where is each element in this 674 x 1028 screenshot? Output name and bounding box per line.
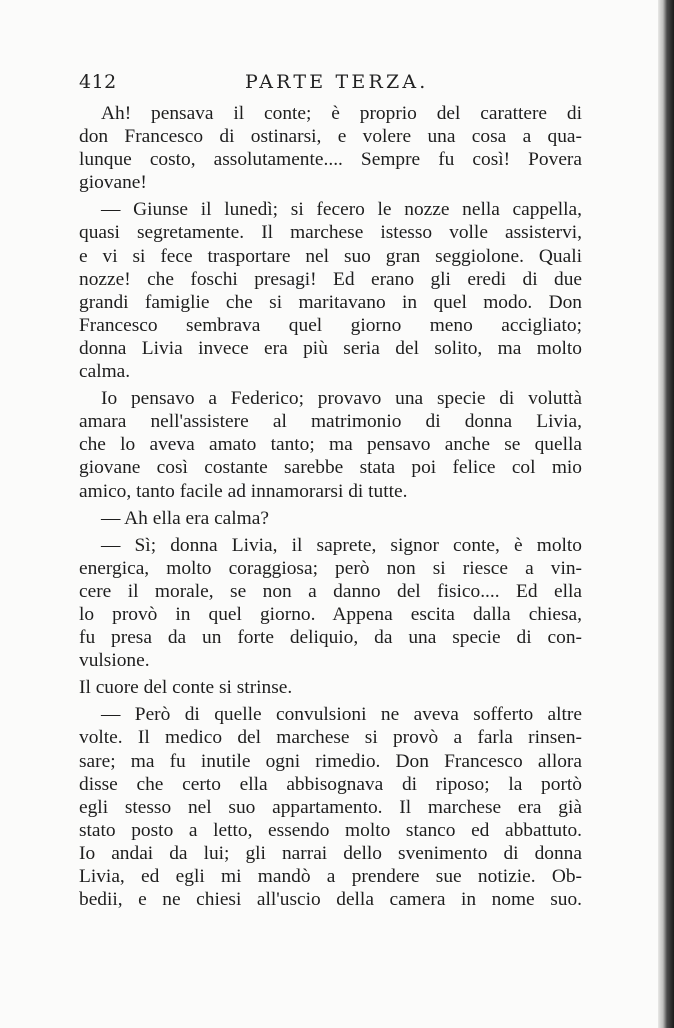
text-line: giovane così costante sarebbe stata poi felice col mio (79, 457, 582, 479)
text-line: nozze! che foschi presagi! Ed erano gli eredi di due (79, 268, 582, 290)
text-line: cere il morale, se non a danno del fisico.... Ed ella (79, 580, 582, 602)
text-line: — Giunse il lunedì; si fecero le nozze nella cappella, (101, 199, 582, 221)
text-line: bedii, e ne chiesi all'uscio della camera in nome suo. (79, 889, 582, 911)
text-line: disse che certo ella abbisognava di riposo; la portò (79, 773, 582, 795)
text-line: che lo aveva amato tanto; ma pensavo anche se quella (79, 434, 582, 456)
text-line: — Sì; donna Livia, il saprete, signor conte, è molto (101, 534, 582, 556)
text-line: e vi si fece trasportare nel suo gran seggiolone. Quali (79, 245, 582, 267)
page-header (79, 71, 582, 95)
text-line: Io andai da lui; gli narrai dello svenimento di donna (79, 842, 582, 864)
text-line: fu presa da un forte deliquio, da una specie di con- (79, 627, 582, 649)
text-line: giovane! (79, 172, 147, 194)
text-line: sare; ma fu inutile ogni rimedio. Don Francesco allora (79, 750, 582, 772)
text-line: don Francesco di ostinarsi, e volere una cosa a qua- (79, 126, 582, 148)
text-line: grandi famiglie che si maritavano in quel modo. Don (79, 291, 582, 313)
scan-edge (658, 0, 674, 1028)
text-line: amara nell'assistere al matrimonio di donna Livia, (79, 411, 582, 433)
text-line: stato posto a letto, essendo molto stanco ed abbattuto. (79, 819, 582, 841)
text-line: Io pensavo a Federico; provavo una specie di voluttà (101, 388, 582, 410)
text-line: energica, molto coraggiosa; però non si riesce a vin- (79, 557, 582, 579)
text-line: amico, tanto facile ad innamorarsi di tutte. (79, 480, 408, 502)
running-title: PARTE TERZA. (245, 71, 429, 93)
text-line: Livia, ed egli mi mandò a prendere sue notizie. Ob- (79, 866, 582, 887)
text-line: donna Livia invece era più seria del solito, ma molto (79, 337, 582, 359)
text-line: — Però di quelle convulsioni ne aveva sofferto altre (101, 704, 582, 726)
text-line: egli stesso nel suo appartamento. Il marchese era già (79, 796, 582, 818)
text-line: Il cuore del conte si strinse. (79, 677, 293, 699)
page-number: 412 (79, 71, 117, 93)
text-line: Francesco sembrava quel giorno meno accigliato; (79, 314, 582, 336)
text-line: volte. Il medico del marchese si provò a farla rinsen- (79, 727, 582, 749)
text-line: Ah! pensava il conte; è proprio del carattere di (101, 103, 582, 124)
text-line: — Ah ella era calma? (101, 507, 269, 529)
text-line: lunque costo, assolutamente.... Sempre fu così! Povera (79, 149, 582, 171)
body-text (79, 102, 582, 911)
text-line: quasi segretamente. Il marchese istesso volle assistervi, (79, 222, 582, 244)
text-line: calma. (79, 361, 131, 383)
text-line: vulsione. (79, 650, 150, 672)
text-line: lo provò in quel giorno. Appena escita dalla chiesa, (79, 603, 582, 625)
